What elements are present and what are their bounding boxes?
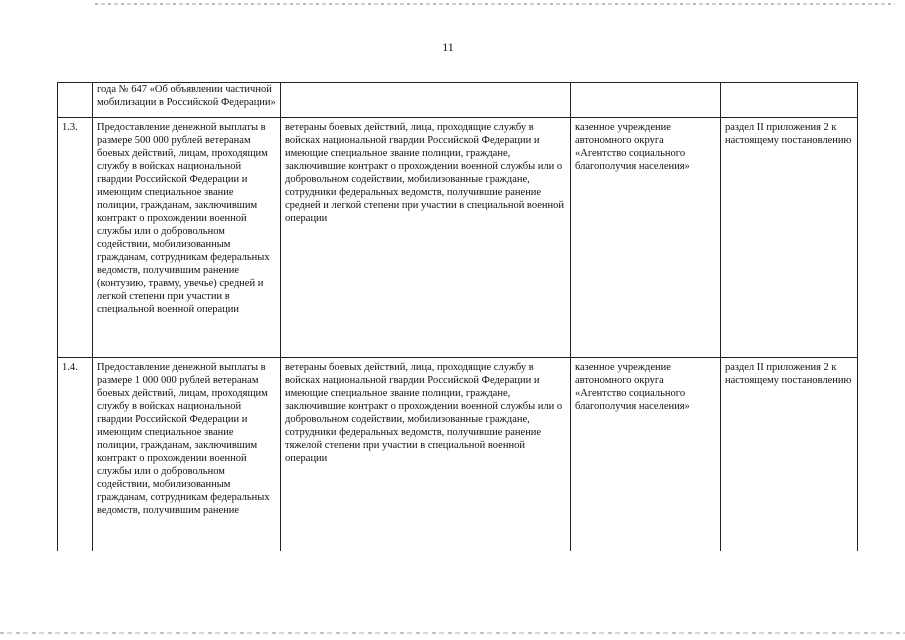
page-number: 11 (442, 40, 454, 54)
cell-procedure (721, 83, 858, 118)
cell-provider (571, 83, 721, 118)
cell-recipients (281, 83, 571, 118)
scan-artifact-bottom (0, 632, 905, 634)
cell-measure: Предоставление денежной выплаты в размере 500 000 рублей ветеранам боевых действий, лицам, проходящим службу в войсках национальной гвардии Российской Федерации и имеющим специальное звание полиции, гражданам, заключившим контракт о прохождении военной службы или о добровольном содействии, мобилизованным гражданам, сотрудникам федеральных ведомств, получившим ранение (контузию, травму, увечье) средней и легкой степени при участии в специальной военной операции (93, 118, 281, 358)
cell-measure: года № 647 «Об объявлении частичной мобилизации в Российской Федерации» (93, 83, 281, 118)
cell-procedure: раздел II приложения 2 к настоящему постановлению (721, 358, 858, 552)
cell-measure: Предоставление денежной выплаты в размере 1 000 000 рублей ветеранам боевых действий, лицам, проходящим службу в войсках национальной гвардии Российской Федерации и имеющим специальное звание полиции, гражданам, заключившим контракт о прохождении военной службы или о добровольном содействии, мобилизованным гражданам, сотрудникам федеральных ведомств, получившим ранение (93, 358, 281, 552)
measures-table (57, 82, 858, 551)
table-row (58, 83, 858, 118)
cell-number (58, 83, 93, 118)
cell-number: 1.3. (58, 118, 93, 358)
table-row (58, 358, 858, 552)
cell-provider: казенное учреждение автономного округа «Агентство социального благополучия населения» (571, 358, 721, 552)
cell-provider: казенное учреждение автономного округа «Агентство социального благополучия населения» (571, 118, 721, 358)
cell-number: 1.4. (58, 358, 93, 552)
cell-recipients: ветераны боевых действий, лица, проходящие службу в войсках национальной гвардии Российской Федерации и имеющие специальное звание полиции, граждане, заключившие контракт о прохождении военной службы или о добровольном содействии, мобилизованные граждане, сотрудники федеральных ведомств, получившие ранение тяжелой степени при участии в специальной военной операции (281, 358, 571, 552)
cell-procedure: раздел II приложения 2 к настоящему постановлению (721, 118, 858, 358)
scan-artifact-top (95, 3, 895, 5)
cell-recipients: ветераны боевых действий, лица, проходящие службу в войсках национальной гвардии Российской Федерации и имеющие специальное звание полиции, граждане, заключившие контракт о прохождении военной службы или о добровольном содействии, мобилизованные граждане, сотрудники федеральных ведомств, получившие ранение средней и легкой степени при участии в специальной военной операции (281, 118, 571, 358)
table-row (58, 118, 858, 358)
